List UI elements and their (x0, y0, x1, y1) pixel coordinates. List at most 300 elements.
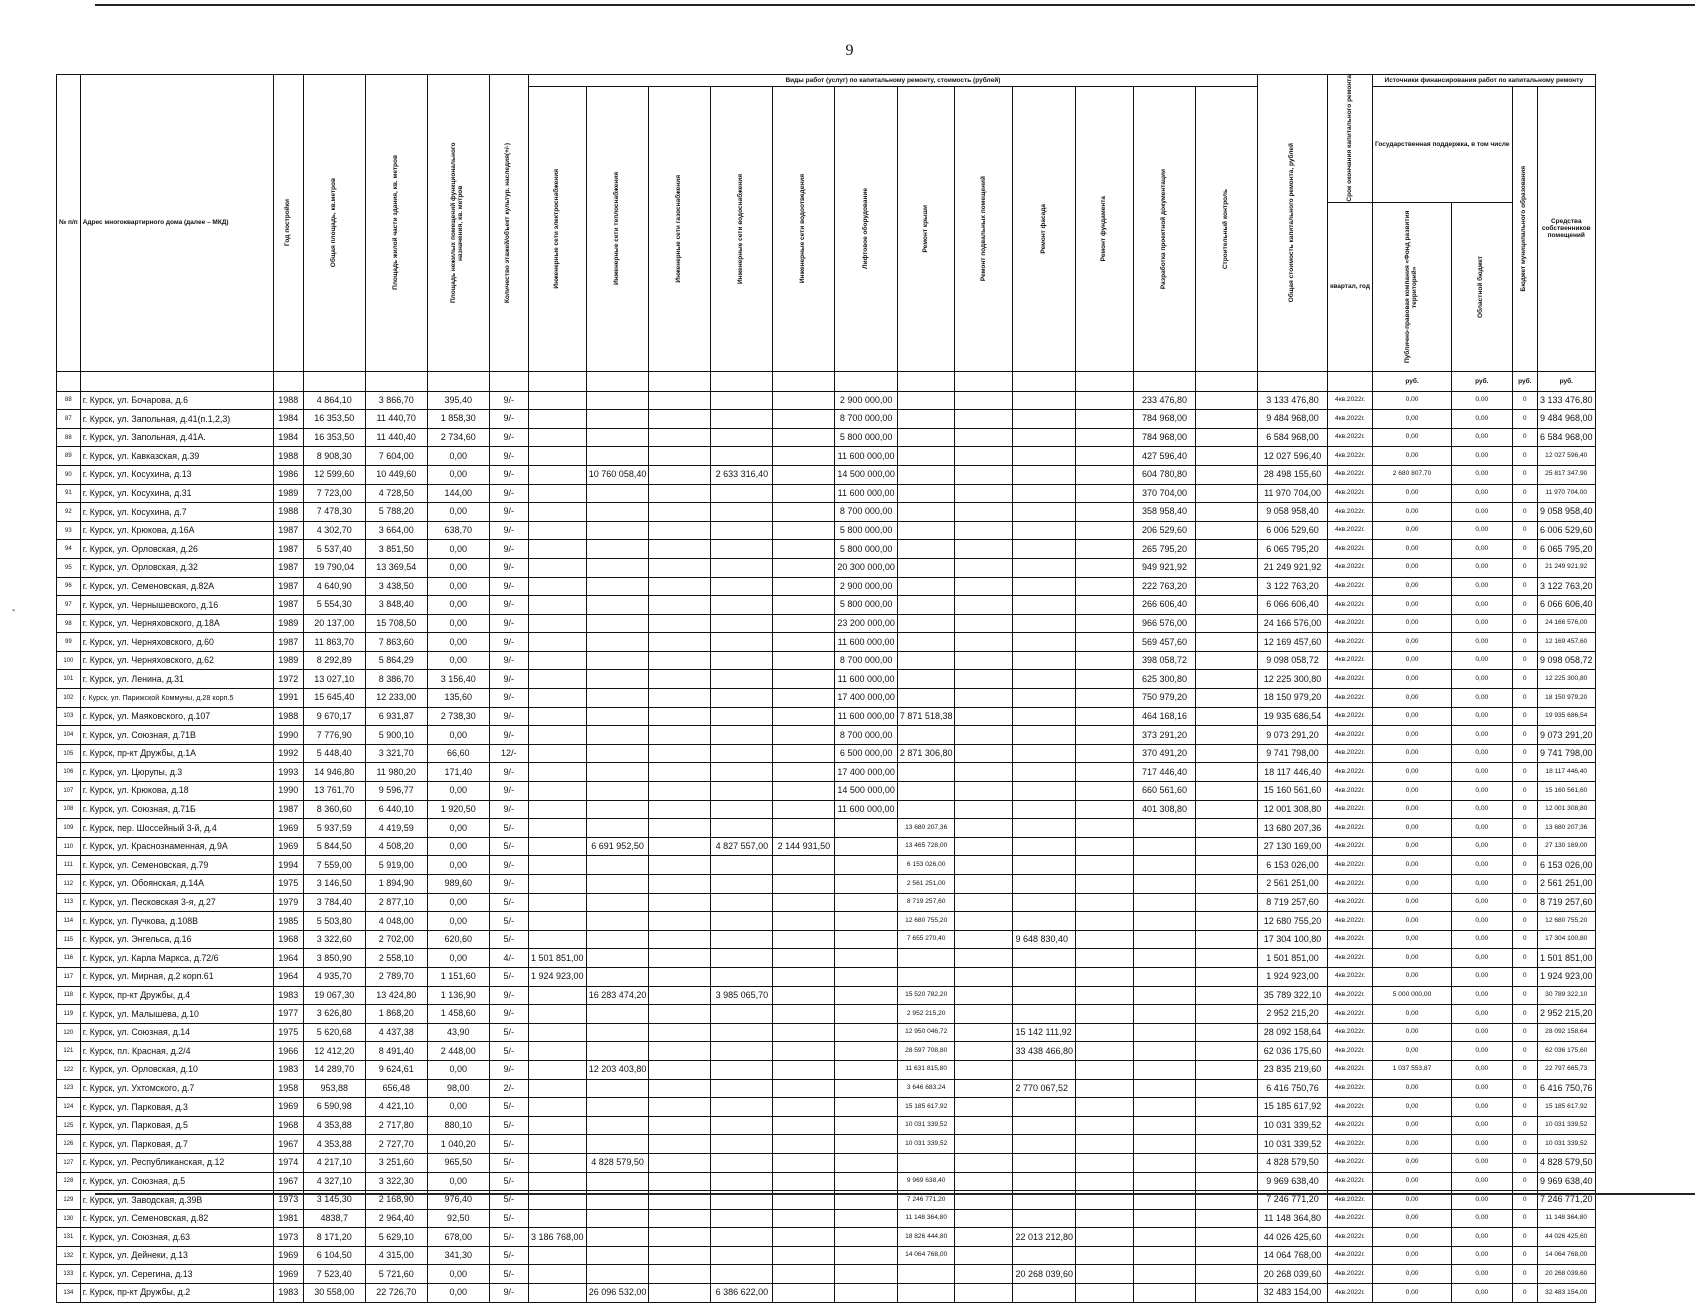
cell-own: 25 817 347,90 (1537, 465, 1595, 484)
cell-roof (897, 465, 955, 484)
cell-proj: 373 291,20 (1134, 726, 1196, 745)
cell-gas (649, 1228, 711, 1247)
cell-mun: 0 (1512, 391, 1537, 410)
cell-a: г. Курск, ул. Обоянская, д.14А (80, 875, 273, 894)
cell-mun: 0 (1512, 819, 1537, 838)
cell-na: 1 136,90 (427, 986, 489, 1005)
cell-fac: 22 013 212,80 (1013, 1228, 1076, 1247)
cell-reg: 0,00 (1452, 521, 1513, 540)
cell-fund: 0,00 (1373, 428, 1452, 447)
cell-dl: 4кв.2022г. (1328, 782, 1373, 801)
cell-wat (711, 726, 773, 745)
cell-n: 101 (57, 670, 81, 689)
cell-sew (773, 1116, 835, 1135)
cell-reg: 0,00 (1452, 1265, 1513, 1284)
cell-own: 7 246 771,20 (1537, 1191, 1595, 1210)
cell-mun: 0 (1512, 465, 1537, 484)
cell-lift: 8 700 000,00 (835, 651, 898, 670)
cell-sew (773, 428, 835, 447)
cell-sc (1196, 577, 1258, 596)
cell-f: 5/- (489, 930, 528, 949)
cell-wat (711, 782, 773, 801)
cell-y: 1979 (273, 893, 303, 912)
table-row (57, 410, 1596, 429)
cell-n: 90 (57, 465, 81, 484)
cell-y: 1988 (273, 707, 303, 726)
cell-sew (773, 558, 835, 577)
cell-el (528, 1042, 586, 1061)
cell-sc (1196, 633, 1258, 652)
cell-mun: 0 (1512, 1265, 1537, 1284)
cell-a: г. Курск, ул. Маяковского, д.107 (80, 707, 273, 726)
cell-a: г. Курск, пр-кт Дружбы, д.4 (80, 986, 273, 1005)
cell-lift (835, 1153, 898, 1172)
cell-sew (773, 1005, 835, 1024)
cell-gas (649, 707, 711, 726)
cell-sew (773, 484, 835, 503)
cell-f: 9/- (489, 540, 528, 559)
cell-sew (773, 1172, 835, 1191)
cell-own: 12 027 596,40 (1537, 447, 1595, 466)
cell-lift (835, 1023, 898, 1042)
cell-base (955, 503, 1013, 522)
cell-sew (773, 633, 835, 652)
cell-fnd (1076, 614, 1134, 633)
cell-wat: 4 827 557,00 (711, 837, 773, 856)
cell-sew (773, 967, 835, 986)
cell-sc (1196, 540, 1258, 559)
cell-la: 3 438,50 (365, 577, 427, 596)
cell-na: 0,00 (427, 503, 489, 522)
cell-base (955, 633, 1013, 652)
table-row (57, 1209, 1596, 1228)
cell-own: 9 484 968,00 (1537, 410, 1595, 429)
cell-dl: 4кв.2022г. (1328, 577, 1373, 596)
cell-fac (1013, 1098, 1076, 1117)
cell-roof: 13 465 728,00 (897, 837, 955, 856)
cell-dl: 4кв.2022г. (1328, 912, 1373, 931)
table-row (57, 596, 1596, 615)
cell-gas (649, 949, 711, 968)
cell-sew (773, 763, 835, 782)
cell-ta: 3 145,30 (303, 1191, 365, 1210)
cell-la: 12 233,00 (365, 689, 427, 708)
cell-f: 9/- (489, 763, 528, 782)
cell-fnd (1076, 930, 1134, 949)
cell-gas (649, 1209, 711, 1228)
cell-roof (897, 577, 955, 596)
cell-fac (1013, 967, 1076, 986)
table-row (57, 893, 1596, 912)
cell-tot: 35 789 322,10 (1258, 986, 1328, 1005)
cell-sew (773, 912, 835, 931)
cell-th (586, 1209, 649, 1228)
cell-wat (711, 577, 773, 596)
cell-tot: 14 064 768,00 (1258, 1246, 1328, 1265)
cell-ta: 5 503,80 (303, 912, 365, 931)
cell-f: 9/- (489, 782, 528, 801)
cell-fund: 0,00 (1373, 1005, 1452, 1024)
cell-wat (711, 540, 773, 559)
cell-th: 4 828 579,50 (586, 1153, 649, 1172)
cell-dl: 4кв.2022г. (1328, 1098, 1373, 1117)
cell-fund: 0,00 (1373, 967, 1452, 986)
cell-own: 3 133 476,80 (1537, 391, 1595, 410)
cell-wat (711, 875, 773, 894)
cell-el (528, 651, 586, 670)
cell-fac (1013, 596, 1076, 615)
cell-proj: 206 529,60 (1134, 521, 1196, 540)
table-row (57, 651, 1596, 670)
cell-a: г. Курск, ул. Крюкова, д.18 (80, 782, 273, 801)
cell-a: г. Курск, ул. Союзная, д.71Б (80, 800, 273, 819)
cell-own: 6 416 750,76 (1537, 1079, 1595, 1098)
cell-fund: 0,00 (1373, 744, 1452, 763)
cell-reg: 0,00 (1452, 689, 1513, 708)
cell-tot: 19 935 686,54 (1258, 707, 1328, 726)
cell-na: 1 151,60 (427, 967, 489, 986)
cell-el (528, 800, 586, 819)
cell-fnd (1076, 503, 1134, 522)
cell-lift (835, 1098, 898, 1117)
cell-lift (835, 1005, 898, 1024)
cell-dl: 4кв.2022г. (1328, 744, 1373, 763)
cell-la: 3 866,70 (365, 391, 427, 410)
cell-na: 2 734,60 (427, 428, 489, 447)
cell-ta: 9 670,17 (303, 707, 365, 726)
cell-fnd (1076, 1116, 1134, 1135)
cell-y: 1972 (273, 670, 303, 689)
header-work-foundation: Ремонт фундамента (1076, 87, 1134, 372)
cell-el (528, 782, 586, 801)
cell-sc (1196, 1116, 1258, 1135)
cell-y: 1991 (273, 689, 303, 708)
cell-wat (711, 1246, 773, 1265)
cell-fnd (1076, 1284, 1134, 1303)
cell-sew (773, 540, 835, 559)
cell-roof (897, 651, 955, 670)
cell-ta: 6 104,50 (303, 1246, 365, 1265)
cell-base (955, 391, 1013, 410)
cell-f: 9/- (489, 447, 528, 466)
cell-a: г. Курск, пр-кт Дружбы, д.1А (80, 744, 273, 763)
cell-a: г. Курск, ул. Парижской Коммуны, д.28 корп.5 (80, 689, 273, 708)
cell-lift: 11 600 000,00 (835, 484, 898, 503)
cell-na: 92,50 (427, 1209, 489, 1228)
cell-el (528, 893, 586, 912)
cell-own: 15 185 617,92 (1537, 1098, 1595, 1117)
cell-la: 11 440,40 (365, 428, 427, 447)
cell-wat (711, 949, 773, 968)
header-total-area: Общая площадь, кв.метров (303, 75, 365, 372)
cell-dl: 4кв.2022г. (1328, 707, 1373, 726)
cell-proj: 949 921,92 (1134, 558, 1196, 577)
cell-proj: 464 168,16 (1134, 707, 1196, 726)
cell-gas (649, 428, 711, 447)
cell-la: 3 321,70 (365, 744, 427, 763)
cell-th (586, 875, 649, 894)
cell-gas (649, 503, 711, 522)
cell-base (955, 1265, 1013, 1284)
cell-th (586, 949, 649, 968)
cell-wat (711, 558, 773, 577)
cell-gas (649, 763, 711, 782)
cell-sc (1196, 651, 1258, 670)
table-row (57, 447, 1596, 466)
cell-proj (1134, 1116, 1196, 1135)
cell-th (586, 1265, 649, 1284)
top-border-line (95, 4, 1695, 6)
cell-own: 18 150 979,20 (1537, 689, 1595, 708)
cell-own: 12 001 308,80 (1537, 800, 1595, 819)
cell-f: 5/- (489, 967, 528, 986)
cell-sc (1196, 707, 1258, 726)
cell-y: 1969 (273, 1265, 303, 1284)
cell-fnd (1076, 670, 1134, 689)
cell-el (528, 1079, 586, 1098)
cell-tot: 44 026 425,60 (1258, 1228, 1328, 1247)
cell-el (528, 410, 586, 429)
cell-mun: 0 (1512, 1191, 1537, 1210)
cell-f: 5/- (489, 837, 528, 856)
cell-la: 5 629,10 (365, 1228, 427, 1247)
cell-sc (1196, 465, 1258, 484)
header-work-heating: Инженерные сети теплоснабжения (586, 87, 649, 372)
cell-na: 0,00 (427, 726, 489, 745)
cell-mun: 0 (1512, 428, 1537, 447)
cell-sew (773, 1246, 835, 1265)
cell-proj: 966 576,00 (1134, 614, 1196, 633)
cell-n: 88 (57, 428, 81, 447)
cell-dl: 4кв.2022г. (1328, 614, 1373, 633)
cell-la: 4 508,20 (365, 837, 427, 856)
table-row (57, 1079, 1596, 1098)
cell-fund: 0,00 (1373, 1172, 1452, 1191)
cell-el (528, 1060, 586, 1079)
cell-reg: 0,00 (1452, 1098, 1513, 1117)
cell-base (955, 651, 1013, 670)
cell-own: 11 970 704,00 (1537, 484, 1595, 503)
cell-fnd (1076, 689, 1134, 708)
cell-sc (1196, 391, 1258, 410)
cell-wat (711, 1135, 773, 1154)
cell-sew (773, 819, 835, 838)
cell-na: 0,00 (427, 540, 489, 559)
cell-own: 11 148 364,80 (1537, 1209, 1595, 1228)
cell-reg: 0,00 (1452, 1023, 1513, 1042)
cell-fac (1013, 391, 1076, 410)
cell-gas (649, 837, 711, 856)
cell-lift (835, 949, 898, 968)
cell-el (528, 484, 586, 503)
cell-f: 5/- (489, 1209, 528, 1228)
cell-fac (1013, 465, 1076, 484)
cell-f: 9/- (489, 521, 528, 540)
table-row (57, 503, 1596, 522)
cell-el (528, 1265, 586, 1284)
cell-base (955, 540, 1013, 559)
cell-own: 18 117 446,40 (1537, 763, 1595, 782)
cell-el (528, 1023, 586, 1042)
cell-tot: 3 122 763,20 (1258, 577, 1328, 596)
cell-f: 9/- (489, 1284, 528, 1303)
cell-fnd (1076, 1228, 1134, 1247)
cell-fund: 0,00 (1373, 893, 1452, 912)
cell-th (586, 930, 649, 949)
cell-y: 1981 (273, 1209, 303, 1228)
cell-na: 0,00 (427, 1060, 489, 1079)
cell-fac (1013, 875, 1076, 894)
cell-lift (835, 912, 898, 931)
cell-th (586, 596, 649, 615)
cell-reg: 0,00 (1452, 447, 1513, 466)
cell-reg: 0,00 (1452, 744, 1513, 763)
cell-fnd (1076, 1023, 1134, 1042)
cell-fund: 0,00 (1373, 782, 1452, 801)
cell-gas (649, 1023, 711, 1042)
cell-f: 4/- (489, 949, 528, 968)
cell-dl: 4кв.2022г. (1328, 930, 1373, 949)
cell-reg: 0,00 (1452, 949, 1513, 968)
cell-proj: 427 596,40 (1134, 447, 1196, 466)
cell-fund: 0,00 (1373, 689, 1452, 708)
table-row (57, 1284, 1596, 1303)
cell-own: 30 789 322,10 (1537, 986, 1595, 1005)
table-row (57, 967, 1596, 986)
table-row (57, 986, 1596, 1005)
cell-own: 6 153 026,00 (1537, 856, 1595, 875)
cell-f: 5/- (489, 1265, 528, 1284)
cell-y: 1969 (273, 819, 303, 838)
cell-fnd (1076, 912, 1134, 931)
cell-dl: 4кв.2022г. (1328, 391, 1373, 410)
cell-a: г. Курск, ул. Пучкова, д.108В (80, 912, 273, 931)
cell-f: 9/- (489, 577, 528, 596)
cell-roof (897, 726, 955, 745)
cell-sew (773, 1098, 835, 1117)
cell-sc (1196, 428, 1258, 447)
cell-dl: 4кв.2022г. (1328, 1172, 1373, 1191)
cell-mun: 0 (1512, 707, 1537, 726)
cell-n: 98 (57, 614, 81, 633)
cell-sew (773, 782, 835, 801)
cell-th (586, 1023, 649, 1042)
cell-ta: 3 784,40 (303, 893, 365, 912)
cell-a: г. Курск, пр-кт Дружбы, д.2 (80, 1284, 273, 1303)
cell-la: 22 726,70 (365, 1284, 427, 1303)
cell-tot: 9 058 958,40 (1258, 503, 1328, 522)
cell-tot: 15 160 561,60 (1258, 782, 1328, 801)
cell-el (528, 1284, 586, 1303)
cell-roof (897, 410, 955, 429)
cell-sc (1196, 930, 1258, 949)
cell-gas (649, 558, 711, 577)
cell-n: 99 (57, 633, 81, 652)
cell-na: 0,00 (427, 837, 489, 856)
cell-ta: 16 353,50 (303, 428, 365, 447)
cell-dl: 4кв.2022г. (1328, 819, 1373, 838)
table-row (57, 1098, 1596, 1117)
cell-dl: 4кв.2022г. (1328, 540, 1373, 559)
cell-fund: 0,00 (1373, 558, 1452, 577)
cell-tot: 6 065 795,20 (1258, 540, 1328, 559)
cell-la: 2 789,70 (365, 967, 427, 986)
cell-own: 14 064 768,00 (1537, 1246, 1595, 1265)
cell-fnd (1076, 893, 1134, 912)
cell-reg: 0,00 (1452, 782, 1513, 801)
margin-mark: - (12, 605, 16, 616)
cell-tot: 4 828 579,50 (1258, 1153, 1328, 1172)
cell-dl: 4кв.2022г. (1328, 1246, 1373, 1265)
cell-roof: 15 520 782,20 (897, 986, 955, 1005)
cell-f: 5/- (489, 819, 528, 838)
cell-ta: 4 217,10 (303, 1153, 365, 1172)
cell-roof (897, 521, 955, 540)
cell-na: 0,00 (427, 447, 489, 466)
table-row (57, 912, 1596, 931)
cell-own: 27 130 169,00 (1537, 837, 1595, 856)
cell-a: г. Курск, ул. Малышева, д.10 (80, 1005, 273, 1024)
cell-la: 8 491,40 (365, 1042, 427, 1061)
cell-reg: 0,00 (1452, 930, 1513, 949)
cell-roof (897, 782, 955, 801)
cell-dl: 4кв.2022г. (1328, 503, 1373, 522)
cell-gas (649, 1005, 711, 1024)
cell-fund: 2 680 807,70 (1373, 465, 1452, 484)
cell-sew (773, 651, 835, 670)
cell-gas (649, 1079, 711, 1098)
cell-n: 131 (57, 1228, 81, 1247)
table-row (57, 800, 1596, 819)
cell-wat (711, 1023, 773, 1042)
cell-own: 13 680 207,36 (1537, 819, 1595, 838)
cell-mun: 0 (1512, 670, 1537, 689)
cell-f: 5/- (489, 1228, 528, 1247)
table-row (57, 1135, 1596, 1154)
cell-roof: 6 153 026,00 (897, 856, 955, 875)
cell-proj (1134, 1209, 1196, 1228)
cell-fund: 0,00 (1373, 763, 1452, 782)
cell-proj (1134, 949, 1196, 968)
cell-mun: 0 (1512, 410, 1537, 429)
cell-a: г. Курск, ул. Союзная, д.14 (80, 1023, 273, 1042)
cell-sc (1196, 1023, 1258, 1042)
cell-proj: 401 308,80 (1134, 800, 1196, 819)
cell-proj (1134, 1228, 1196, 1247)
cell-tot: 2 952 215,20 (1258, 1005, 1328, 1024)
cell-la: 3 664,00 (365, 521, 427, 540)
cell-base (955, 893, 1013, 912)
cell-ta: 4 353,88 (303, 1116, 365, 1135)
cell-mun: 0 (1512, 893, 1537, 912)
header-work-construction-control: Строительный контроль (1196, 87, 1258, 372)
cell-dl: 4кв.2022г. (1328, 410, 1373, 429)
cell-na: 0,00 (427, 633, 489, 652)
cell-fac (1013, 577, 1076, 596)
cell-ta: 3 146,50 (303, 875, 365, 894)
cell-proj (1134, 893, 1196, 912)
cell-f: 9/- (489, 391, 528, 410)
cell-el (528, 837, 586, 856)
cell-n: 117 (57, 967, 81, 986)
cell-gas (649, 1172, 711, 1191)
cell-ta: 7 723,00 (303, 484, 365, 503)
cell-lift: 5 800 000,00 (835, 521, 898, 540)
cell-wat (711, 521, 773, 540)
cell-fnd (1076, 410, 1134, 429)
cell-lift (835, 1079, 898, 1098)
cell-sew (773, 410, 835, 429)
